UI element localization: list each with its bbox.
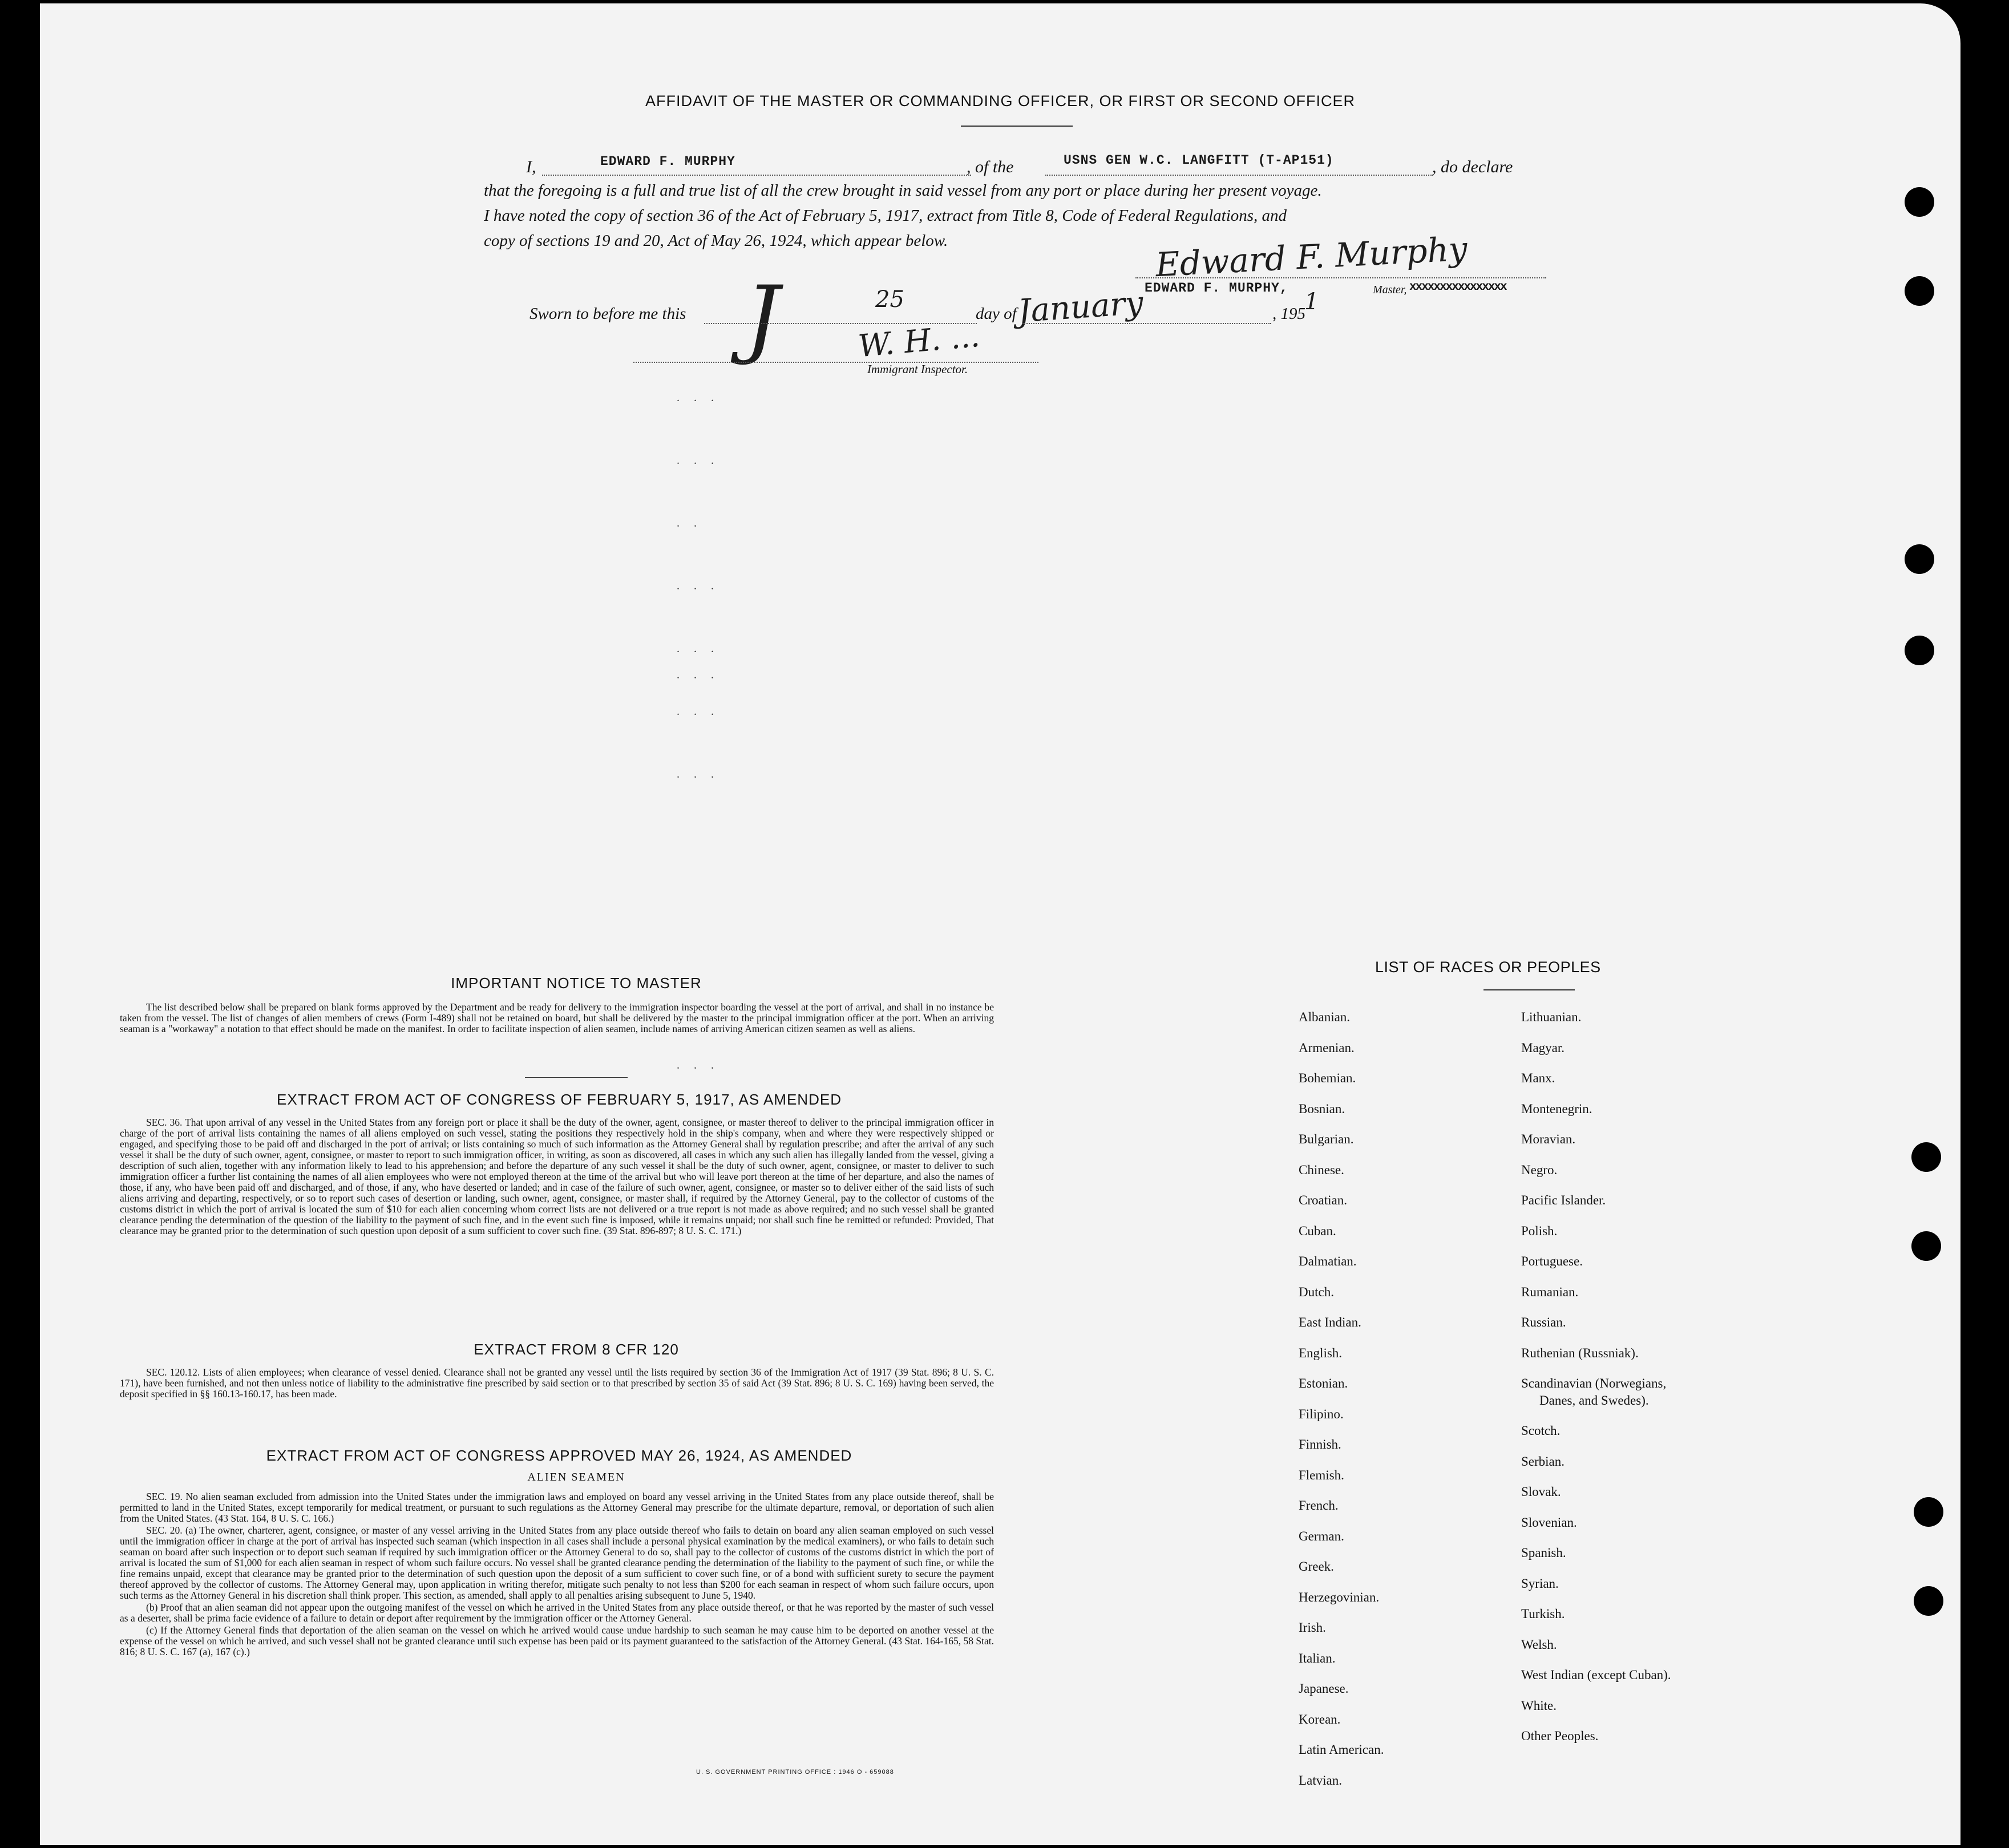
handwritten-mark: J bbox=[745, 268, 780, 367]
race-item: Dutch. bbox=[1299, 1284, 1334, 1299]
race-item: Danes, and Swedes). bbox=[1539, 1393, 1649, 1408]
month-line bbox=[1022, 323, 1271, 324]
race-item: Albanian. bbox=[1299, 1010, 1351, 1024]
punch-hole bbox=[1905, 276, 1934, 306]
do-declare-label: , do declare bbox=[1432, 157, 1513, 176]
race-item: Bosnian. bbox=[1299, 1101, 1345, 1116]
punch-hole bbox=[1905, 544, 1934, 574]
signature-line bbox=[1135, 277, 1546, 278]
sworn-day: 25 bbox=[875, 286, 904, 313]
race-item: Moravian. bbox=[1521, 1132, 1576, 1146]
alien-seamen-subheading: ALIEN SEAMEN bbox=[527, 1471, 625, 1483]
section-20a-body: (a) The owner, charterer, agent, consignee, or master of any vessel arriving in the United States from any place outside thereof who fails to detain on board any alien seaman employed on such vessel until the immigration officer in charge at the port of arrival has inspected such seaman (which inspection in all cases shall include a personal physical examination by the medical examiners), or who fails to detain such seaman on board after such inspection or to deport such seaman if required by such immigration officer or the Attorney General to do so, shall pay to the collector of customs of the customs district in which the port of arrival is located the sum of $1,000 for each alien seaman in respect of whom such failure occurs. No vessel shall be granted clearance pending the determination of the liability to the payment of such fine, or while the fine remains unpaid, except that clearance may be granted prior to the determination of such question upon the deposit of a sum sufficient to cover such fine, or of a bond with sufficient surety to secure the payment thereof approved by the collector of customs. The Attorney General may, upon application in writing therefor, mitigate such penalty to not less than $200 for each seaman in respect of whom such failure occurs, upon such terms as the Attorney General in his discretion shall think proper. This section, as amended, shall apply to all penalties arising subsequent to June 5, 1940. bbox=[120, 1525, 995, 1601]
race-item: Korean. bbox=[1299, 1712, 1341, 1726]
year-label: , 195 bbox=[1272, 305, 1305, 323]
punch-hole bbox=[1911, 1231, 1941, 1261]
day-of-label: day of bbox=[976, 305, 1017, 323]
race-item: Bohemian. bbox=[1299, 1071, 1356, 1085]
race-item: Finnish. bbox=[1299, 1437, 1341, 1451]
race-item: Negro. bbox=[1521, 1162, 1558, 1177]
race-item: Turkish. bbox=[1521, 1607, 1565, 1621]
race-item: Rumanian. bbox=[1521, 1284, 1579, 1299]
race-item: Montenegrin. bbox=[1521, 1101, 1592, 1116]
affidavit-line-4: copy of sections 19 and 20, Act of May 26, 1924, which appear below. bbox=[484, 232, 948, 250]
section-20b-body: (b) Proof that an alien seaman did not appear upon the outgoing manifest of the vessel on which he arrived in the United States from any place outside thereof, or that he was reported by the master of such vessel as a deserter, shall be prima facie evidence of a failure to detain or deport after requirement by the immigration officer or the Attorney General. bbox=[120, 1602, 994, 1624]
stray-marks: . . . bbox=[677, 580, 719, 592]
document-page bbox=[40, 3, 1961, 1845]
extract-cfr-text bbox=[120, 1367, 994, 1400]
master-title-crossed: xxxxxxxxxxxxxxxx bbox=[1409, 281, 1506, 294]
race-item: Bulgarian. bbox=[1299, 1132, 1354, 1146]
title-rule bbox=[961, 126, 1073, 127]
stray-marks: . . . bbox=[677, 768, 719, 781]
race-item: Slovak. bbox=[1521, 1485, 1561, 1499]
inspector-label: Immigrant Inspector. bbox=[867, 362, 968, 376]
affidavit-line-3: I have noted the copy of section 36 of the Act of February 5, 1917, extract from Title 8, Code of Federal Regulations, and bbox=[484, 207, 1287, 225]
master-name-line bbox=[542, 175, 971, 176]
section-19-label: SEC. 19. bbox=[146, 1491, 183, 1502]
race-item: Flemish. bbox=[1299, 1467, 1344, 1482]
section-20-label: SEC. 20. bbox=[146, 1525, 183, 1536]
extract-1917-heading: EXTRACT FROM ACT OF CONGRESS OF FEBRUARY 5, 1917, AS AMENDED bbox=[277, 1091, 842, 1108]
race-item: Ruthenian (Russniak). bbox=[1521, 1345, 1639, 1360]
vessel-name-field: USNS GEN W.C. LANGFITT (T-AP151) bbox=[1064, 153, 1334, 168]
race-item: Portuguese. bbox=[1521, 1254, 1583, 1268]
stray-marks: . . . bbox=[677, 642, 719, 655]
punch-hole bbox=[1905, 636, 1934, 665]
races-column-1 bbox=[1299, 1002, 1384, 1796]
signer-name: EDWARD F. MURPHY, bbox=[1145, 281, 1288, 296]
race-item: Slovenian. bbox=[1521, 1515, 1577, 1530]
races-rule bbox=[1483, 989, 1575, 990]
notice-rule bbox=[525, 1077, 628, 1078]
inspector-signature: W. H. ... bbox=[856, 317, 981, 365]
punch-hole bbox=[1911, 1142, 1941, 1172]
race-item: Italian. bbox=[1299, 1651, 1336, 1665]
section-20c-body: (c) If the Attorney General finds that deportation of the alien seaman on the vessel on which he arrived would cause undue hardship to such seaman he may cause him to be deported on another vessel at the expense of the vessel on which he arrived, and such vessel shall not be granted clearance until such expense has been paid or its payment guaranteed to the satisfaction of the Attorney General. (43 Stat. 164-165, 58 Stat. 816; 8 U. S. C. 167 (a), 167 (c).) bbox=[120, 1624, 994, 1657]
extract-1917-text bbox=[120, 1117, 994, 1236]
race-item: German. bbox=[1299, 1528, 1344, 1543]
races-column-2 bbox=[1521, 1002, 1671, 1752]
notice-body: The list described below shall be prepared on blank forms approved by the Department and be ready for delivery to the immigration inspector boarding the vessel at the port of arrival, and shall in no instance be taken from the vessel. The list of changes of alien members of crews (Form I-489) shall not be retained on board, but shall be delivered by the master to the principal immigration officer at the port. When an arriving seaman is a "workaway" a notation to that effect should be made on the manifest. In order to facilitate inspection of alien seamen, include names of arriving American citizen seamen as well as aliens. bbox=[120, 1001, 994, 1034]
race-item: Syrian. bbox=[1521, 1576, 1559, 1591]
race-item: Dalmatian. bbox=[1299, 1254, 1357, 1268]
race-item: White. bbox=[1521, 1698, 1557, 1713]
race-item: Serbian. bbox=[1521, 1454, 1565, 1469]
race-item: Polish. bbox=[1521, 1223, 1558, 1238]
section-120-body: Lists of alien employees; when clearance of vessel denied. Clearance shall not be granted any vessel until the lists required by section 36 of the Immigration Act of 1917 (39 Stat. 896; 8 U. S. C. 171), have been furnished, and not then unless notice of liability to the administrative fine prescribed by said section or to that prescribed by section 35 of said Act (39 Stat. 896; 8 U. S. C. 169) having been served, the deposit specified in §§ 160.13-160.17, has been made. bbox=[120, 1366, 995, 1400]
race-item: Chinese. bbox=[1299, 1162, 1344, 1177]
race-item: Latvian. bbox=[1299, 1773, 1342, 1788]
printing-office-imprint: U. S. GOVERNMENT PRINTING OFFICE : 1946 O - 659088 bbox=[696, 1769, 894, 1776]
affidavit-title: AFFIDAVIT OF THE MASTER OR COMMANDING OFFICER, OR FIRST OR SECOND OFFICER bbox=[645, 92, 1356, 110]
punch-hole bbox=[1914, 1586, 1943, 1616]
race-item: Scandinavian (Norwegians, bbox=[1521, 1376, 1667, 1390]
race-item: Welsh. bbox=[1521, 1637, 1557, 1652]
race-item: Japanese. bbox=[1299, 1681, 1349, 1696]
stray-marks: . . . bbox=[677, 1059, 719, 1071]
race-item: Manx. bbox=[1521, 1071, 1555, 1085]
punch-hole bbox=[1905, 187, 1934, 217]
stray-marks: . . . bbox=[677, 669, 719, 681]
race-item: Latin American. bbox=[1299, 1742, 1384, 1757]
race-item: Irish. bbox=[1299, 1620, 1326, 1635]
race-item: Estonian. bbox=[1299, 1376, 1348, 1390]
race-item: English. bbox=[1299, 1345, 1343, 1360]
master-signature: Edward F. Murphy bbox=[1154, 229, 1469, 285]
punch-hole bbox=[1914, 1497, 1943, 1527]
extract-1924-text bbox=[120, 1491, 994, 1659]
stray-marks: . . bbox=[677, 517, 702, 529]
stray-marks: . . . bbox=[677, 705, 719, 718]
sworn-month: January bbox=[1017, 284, 1145, 330]
race-item: Herzegovinian. bbox=[1299, 1590, 1380, 1604]
master-label: Master, bbox=[1373, 284, 1407, 296]
section-120-label: SEC. 120.12. bbox=[146, 1366, 200, 1378]
master-name-field: EDWARD F. MURPHY bbox=[600, 154, 735, 169]
race-item: Other Peoples. bbox=[1521, 1729, 1599, 1743]
section-36-body: That upon arrival of any vessel in the United States from any foreign port or place it shall be the duty of the owner, agent, consignee, or master thereof to deliver to the principal immigration officer in charge of the port of arrival lists containing the names of all aliens employed on such vessel, stating the positions they respectively hold in the ship's company, when and where they were respectively shipped or engaged, and specifying those to be paid off and discharged in the port of arrival; or lists containing so much of such information as the Attorney General shall by regulation prescribe; and after the arrival of any such vessel it shall be the duty of such owner, agent, consignee, or master to report to such immigration officer, in writing, as soon as discovered, all cases in which any such alien has illegally landed from the vessel, giving a description of such alien, together with any information likely to lead to his apprehension; and before the departure of any such vessel it shall be the duty of such owner, agent, consignee, or master to deliver to such immigration officer a further list containing the names of all alien employees who were not employed thereon at the time of the arrival but who will leave port thereon at the time of her departure, and also the names of those, if any, who have been paid off and discharged, and of those, if any, who have deserted or landed; and in case of the failure of such owner, agent, consignee, or master so to deliver either of the said lists of such aliens arriving and departing, respectively, or so to report such cases of desertion or landing, such owner, agent, consignee, or master shall, if required by the Attorney General, pay to the collector of customs of the customs district in which the port of arrival is located the sum of $10 for each alien concerning whom correct lists are not delivered or a true report is not made as above required; and no such vessel shall be granted clearance pending the determination of the question of the liability to the payment of such fine, and in the event such fine is imposed, while it remains unpaid; nor shall such fine be remitted or refunded: Provided, That clearance may be granted prior to the determination of such question upon deposit of a sum sufficient to cover such fine. (39 Stat. 896-897; 8 U. S. C. 171.) bbox=[120, 1117, 994, 1236]
sworn-label: Sworn to before me this bbox=[529, 305, 686, 323]
race-item: Cuban. bbox=[1299, 1223, 1336, 1238]
affidavit-line-2: that the foregoing is a full and true list of all the crew brought in said vessel from any port or place during her present voyage. bbox=[484, 181, 1322, 200]
inspector-line bbox=[633, 362, 1038, 363]
notice-heading: IMPORTANT NOTICE TO MASTER bbox=[451, 974, 702, 992]
race-item: East Indian. bbox=[1299, 1315, 1361, 1329]
stray-marks: . . . bbox=[677, 454, 719, 467]
race-item: Spanish. bbox=[1521, 1546, 1566, 1560]
extract-1924-heading: EXTRACT FROM ACT OF CONGRESS APPROVED MAY 26, 1924, AS AMENDED bbox=[266, 1447, 852, 1464]
race-item: Pacific Islander. bbox=[1521, 1193, 1606, 1207]
race-item: Lithuanian. bbox=[1521, 1010, 1582, 1024]
affidavit-i-label: I, bbox=[526, 157, 536, 176]
race-item: Armenian. bbox=[1299, 1040, 1355, 1055]
race-item: Filipino. bbox=[1299, 1406, 1344, 1421]
section-36-label: SEC. 36. bbox=[146, 1117, 183, 1128]
year-digit: 1 bbox=[1304, 289, 1319, 315]
section-19-body: No alien seaman excluded from admission into the United States under the immigration laws and employed on board any vessel arriving in the United States from any place outside thereof, shall be permitted to land in the United States, except temporarily for medical treatment, or pursuant to such regulations as the Attorney General may prescribe for the ultimate departure, removal, or deportation of such alien from the United States. (43 Stat. 164, 8 U. S. C. 166.) bbox=[120, 1491, 994, 1524]
race-item: Scotch. bbox=[1521, 1424, 1561, 1438]
race-item: French. bbox=[1299, 1498, 1339, 1513]
extract-cfr-heading: EXTRACT FROM 8 CFR 120 bbox=[474, 1341, 679, 1358]
race-item: Croatian. bbox=[1299, 1193, 1347, 1207]
stray-marks: . . . bbox=[677, 391, 719, 404]
race-item: West Indian (except Cuban). bbox=[1521, 1668, 1671, 1682]
vessel-name-line bbox=[1045, 175, 1433, 176]
race-item: Greek. bbox=[1299, 1559, 1334, 1574]
of-the-label: , of the bbox=[967, 157, 1014, 176]
races-heading: LIST OF RACES OR PEOPLES bbox=[1375, 959, 1601, 976]
notice-text bbox=[120, 1002, 994, 1034]
race-item: Russian. bbox=[1521, 1315, 1566, 1329]
race-item: Magyar. bbox=[1521, 1040, 1565, 1055]
